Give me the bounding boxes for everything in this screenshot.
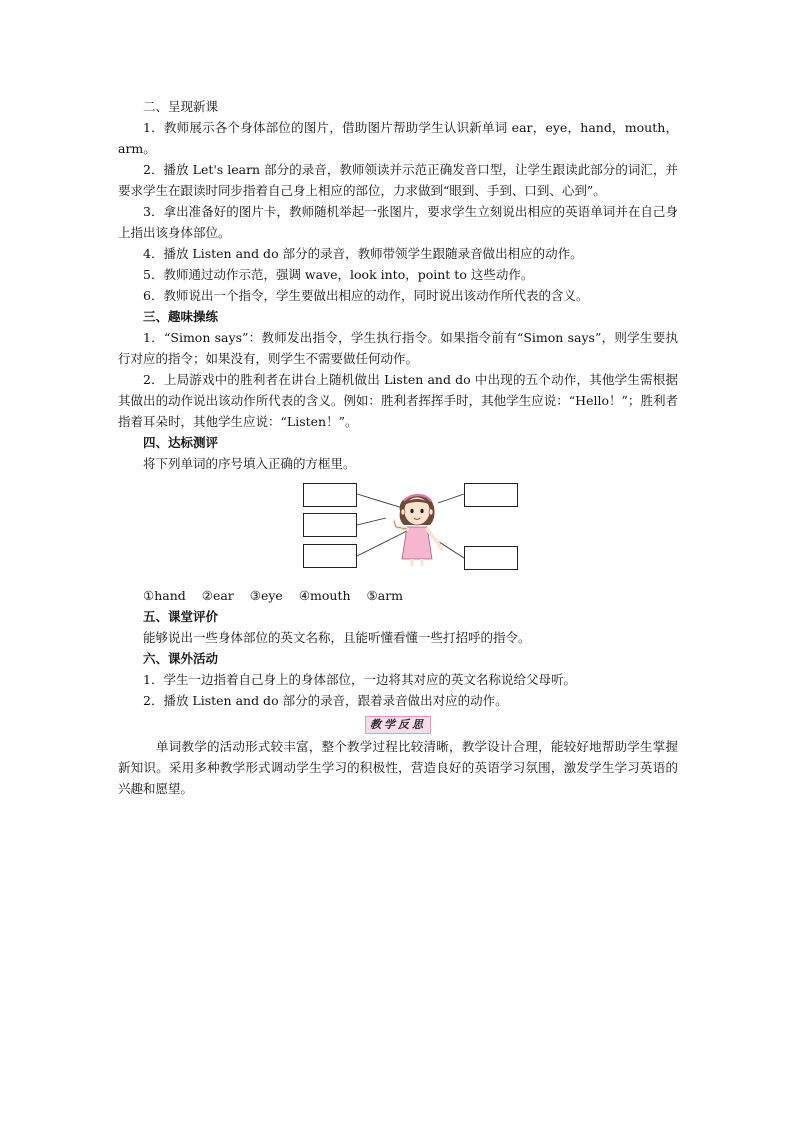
section-heading: 六、课外活动 [143, 651, 219, 666]
body-parts-figure [118, 483, 678, 577]
girl-illustration [390, 487, 446, 567]
paragraph: 5．教师通过动作示范，强调 wave，look into，point to 这些动作。 [143, 267, 534, 282]
paragraph: 4．播放 Listen and do 部分的录音，教师带领学生跟随录音做出相应的动作。 [143, 246, 583, 261]
option-arm: ⑤arm [366, 588, 404, 603]
answer-box[interactable] [303, 513, 357, 537]
section-heading: 二、呈现新课 [143, 99, 219, 114]
paragraph: 能够说出一些身体部位的英文名称，且能听懂看懂一些打招呼的指令。 [143, 630, 531, 645]
answer-box[interactable] [464, 483, 518, 507]
reflection-label: 教学反思 [365, 716, 431, 734]
section-heading: 五、课堂评价 [143, 609, 219, 624]
reflection-label-wrap [118, 713, 678, 734]
paragraph: 6．教师说出一个指令，学生要做出相应的动作，同时说出该动作所代表的含义。 [143, 288, 589, 303]
paragraph: 2．上局游戏中的胜利者在讲台上随机做出 Listen and do 中出现的五个动作，其他学生需根据其做出的动作说出该动作所代表的含义。例如：胜利者挥挥手时，其他学生应说：“Hello！”；胜利者指着耳朵时，其他学生应说：“Listen！”。 [118, 372, 678, 429]
instruction: 将下列单词的序号填入正确的方框里。 [143, 456, 356, 471]
answer-box[interactable] [464, 546, 518, 570]
option-eye: ③eye [249, 588, 283, 603]
word-options [118, 585, 678, 606]
answer-box[interactable] [303, 544, 357, 568]
answer-box[interactable] [303, 483, 357, 507]
paragraph: 1．教师展示各个身体部位的图片，借助图片帮助学生认识新单词 ear，eye，hand，mouth，arm。 [118, 120, 678, 156]
paragraph: 1．学生一边指着自己身上的身体部位，一边将其对应的英文名称说给父母听。 [143, 672, 576, 687]
paragraph: 2．播放 Listen and do 部分的录音，跟着录音做出对应的动作。 [143, 693, 508, 708]
section-heading: 三、趣味操练 [143, 309, 219, 324]
paragraph: 3．拿出准备好的图片卡，教师随机举起一张图片，要求学生立刻说出相应的英语单词并在自己身上指出该身体部位。 [118, 204, 678, 240]
section-heading: 四、达标测评 [143, 435, 219, 450]
option-hand: ①hand [143, 588, 186, 603]
paragraph: 2．播放 Let's learn 部分的录音，教师领读并示范正确发音口型，让学生跟读此部分的词汇，并要求学生在跟读时同步指着自己身上相应的部位，力求做到“眼到、手到、口到、心到”。 [118, 162, 678, 198]
option-mouth: ④mouth [298, 588, 351, 603]
reflection-text: 单词教学的活动形式较丰富，整个教学过程比较清晰，教学设计合理，能较好地帮助学生掌握新知识。采用多种教学形式调动学生学习的积极性，营造良好的英语学习氛围，激发学生学习英语的兴趣和愿望。 [118, 739, 678, 796]
document-body [118, 96, 678, 799]
paragraph: 1．“Simon says”：教师发出指令，学生执行指令。如果指令前有“Simon says”，则学生要执行对应的指令；如果没有，则学生不需要做任何动作。 [118, 330, 678, 366]
option-ear: ②ear [201, 588, 234, 603]
